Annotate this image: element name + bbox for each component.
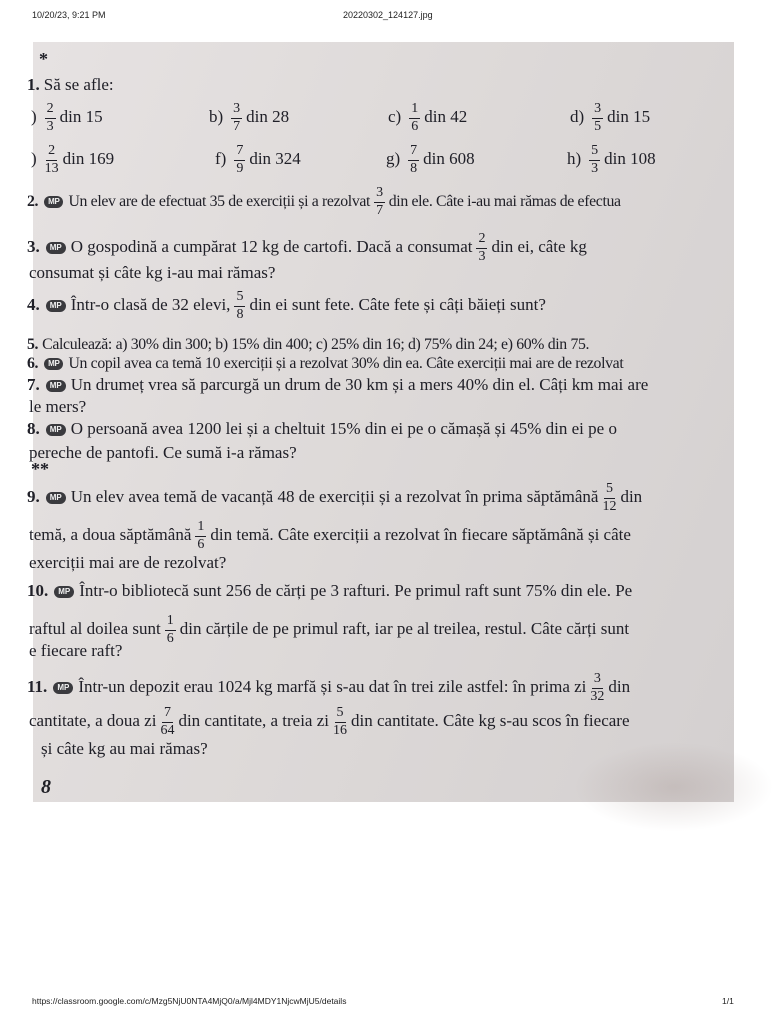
problem-9-line-3: exerciții mai are de rezolvat? (29, 553, 227, 572)
mp-badge: MP (46, 492, 66, 504)
problem-10-line-2: raftul al doilea sunt $\frac{1}{6}$ din cărțile de pe primul raft, iar pe al treilea, restul. Câte cărți sunt (29, 613, 630, 646)
exercise-row-1 (33, 102, 734, 136)
worksheet-photo (27, 42, 734, 802)
mp-badge: MP (53, 682, 73, 694)
problem-text: Să se afle: (43, 75, 114, 94)
book-page-number: 8 (41, 776, 51, 798)
exercise-g: g) $\frac{7}{8}$ din 608 (386, 143, 475, 176)
mp-badge: MP (46, 380, 66, 392)
problem-11-line-2: cantitate, a doua zi $\frac{7}{64}$ din cantitate, a treia zi $\frac{5}{16}$ din cantitate. Câte kg s-au scos în fiecare (29, 705, 630, 738)
exercise-a: ) $\frac{2}{3}$ din 15 (31, 101, 103, 134)
difficulty-mark-1: * (39, 49, 48, 69)
problem-7: 7. MP Un drumeț vrea să parcurgă un drum de 30 km și a mers 40% din el. Câți km mai are (27, 375, 649, 394)
problem-6: 6. MP Un copil avea ca temă 10 exerciții și a rezolvat 30% din ea. Câte exerciții mai are de rezolvat (27, 355, 624, 372)
problem-2: 2. MP Un elev are de efectuat 35 de exerciții și a rezolvat $\frac{3}{7}$ din ele. Câte i-au mai rămas de efectua (27, 185, 621, 218)
mp-badge: MP (44, 196, 63, 208)
difficulty-mark-2: ** (31, 459, 49, 479)
mp-badge: MP (46, 424, 66, 436)
mp-badge: MP (46, 300, 66, 312)
exercise-row-2 (33, 144, 734, 178)
problem-11-line-3: și câte kg au mai rămas? (41, 739, 208, 758)
exercise-e: ) $\frac{2}{13}$ din 169 (31, 143, 115, 176)
print-url: https://classroom.google.com/c/Mzg5NjU0NTA4MjQ0/a/Mjl4MDY1NjcwMjU5/details (32, 996, 347, 1006)
exercise-b: b) $\frac{3}{7}$ din 28 (209, 101, 290, 134)
problem-8: 8. MP O persoană avea 1200 lei și a cheltuit 15% din ei pe o cămașă și 45% din ei pe o (27, 419, 617, 438)
problem-7-line-2: le mers? (29, 397, 87, 416)
problem-10-line-3: e fiecare raft? (29, 641, 123, 660)
problem-3-line-2: consumat și câte kg i-au mai rămas? (29, 263, 276, 282)
mp-badge: MP (54, 586, 74, 598)
mp-badge: MP (44, 358, 63, 370)
print-page-count: 1/1 (722, 996, 734, 1006)
problem-11: 11. MP Într-un depozit erau 1024 kg marfă și s-au dat în trei zile astfel: în prima zi $\frac{3}{32}$ din (27, 671, 631, 704)
mp-badge: MP (46, 242, 66, 254)
problem-4: 4. MP Într-o clasă de 32 elevi, $\frac{5}{8}$ din ei sunt fete. Câte fete și câți băieți sunt? (27, 289, 546, 322)
problem-1 (27, 76, 114, 93)
exercise-h: h) $\frac{5}{3}$ din 108 (567, 143, 656, 176)
problem-5: 5. Calculează: a) 30% din 300; b) 15% din 400; c) 25% din 16; d) 75% din 24; e) 60% din 75. (27, 336, 590, 353)
exercise-c: c) $\frac{1}{6}$ din 42 (388, 101, 468, 134)
problem-10: 10. MP Într-o bibliotecă sunt 256 de cărți pe 3 rafturi. Pe primul raft sunt 75% din ele. Pe (27, 581, 633, 600)
problem-9: 9. MP Un elev avea temă de vacanță 48 de exerciții și a rezolvat în prima săptămână $\frac{5}{12}$ din (27, 481, 643, 514)
problem-3: 3. MP O gospodină a cumpărat 12 kg de cartofi. Dacă a consumat $\frac{2}{3}$ din ei, câte kg (27, 231, 587, 264)
print-filename: 20220302_124127.jpg (343, 10, 433, 20)
problem-9-line-2: temă, a doua săptămână $\frac{1}{6}$ din temă. Câte exerciții a rezolvat în fiecare săptămână și câte (29, 519, 631, 552)
exercise-f: f) $\frac{7}{9}$ din 324 (215, 143, 301, 176)
exercise-d: d) $\frac{3}{5}$ din 15 (570, 101, 651, 134)
print-datetime: 10/20/23, 9:21 PM (32, 10, 106, 20)
problem-number: 1. (27, 75, 40, 94)
problem-8-line-2: pereche de pantofi. Ce sumă i-a rămas? (29, 443, 297, 462)
